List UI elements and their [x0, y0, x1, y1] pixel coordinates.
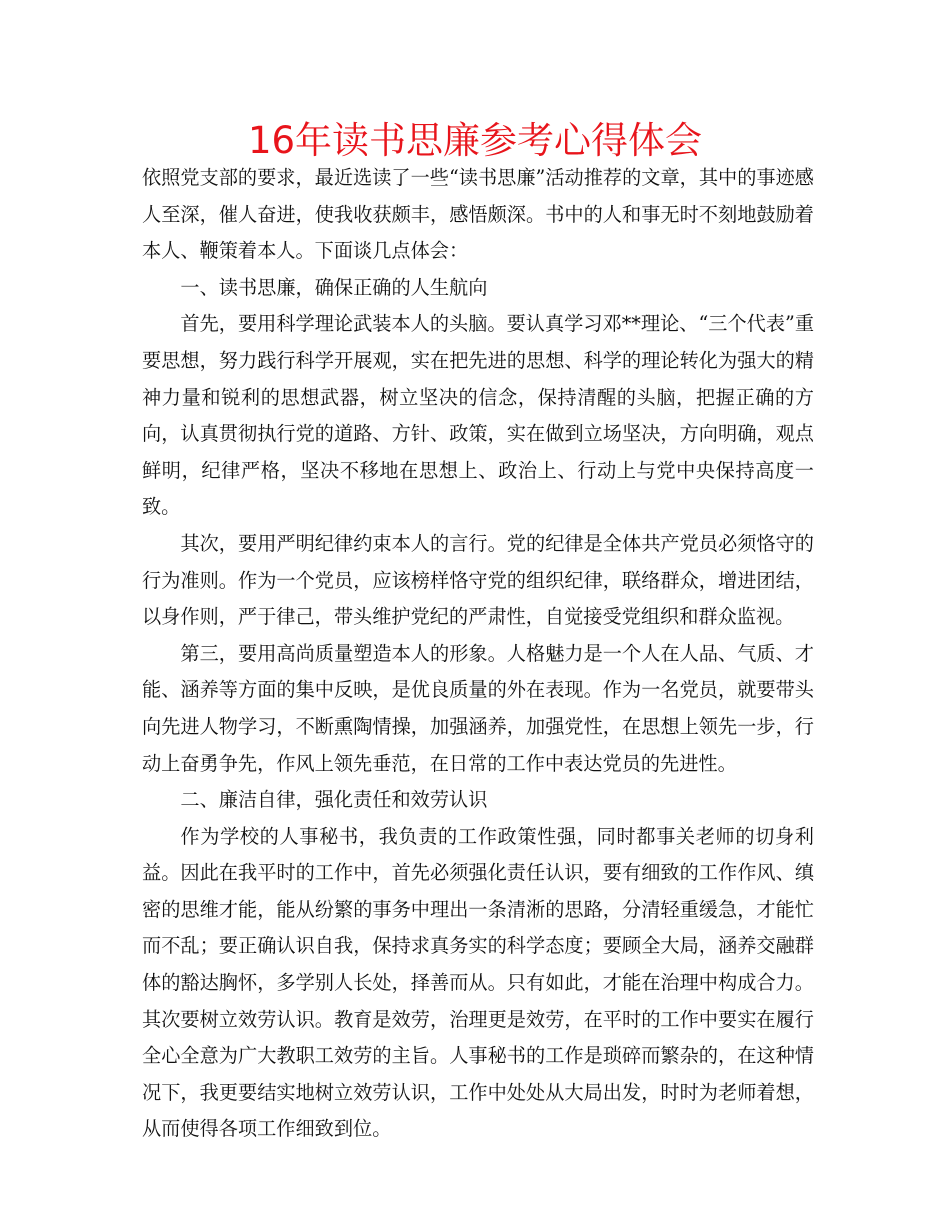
body-paragraph: 其次，要用严明纪律约束本人的言行。党的纪律是全体共产党员必须恪守的行为准则。作为一个党员，应该榜样恪守党的组织纪律，联络群众，增进团结，以身作则，严于律己，带头维护党纪的严肃性，自觉接受党组织和群众监视。: [142, 531, 814, 629]
body-paragraph: 第三，要用高尚质量塑造本人的形象。人格魅力是一个人在人品、气质、才能、涵养等方面的集中反映，是优良质量的外在表现。作为一名党员，就要带头向先进人物学习，不断熏陶情操，加强涵养，加强党性，在思想上领先一步，行动上奋勇争先，作风上领先垂范，在日常的工作中表达党员的先进性。: [142, 641, 814, 775]
section-heading-2: 二、廉洁自律，强化责任和效劳认识: [180, 788, 488, 812]
intro-paragraph: 依照党支部的要求，最近选读了一些“读书思廉”活动推荐的文章，其中的事迹感人至深，催人奋进，使我收获颇丰，感悟颇深。书中的人和事无时不刻地鼓励着本人、鞭策着本人。下面谈几点体会：: [142, 166, 814, 263]
body-paragraph: 首先，要用科学理论武装本人的头脑。要认真学习邓**理论、“三个代表”重要思想，努力践行科学开展观，实在把先进的思想、科学的理论转化为强大的精神力量和锐利的思想武器，树立坚决的信念，保持清醒的头脑，把握正确的方向，认真贯彻执行党的道路、方针、政策，实在做到立场坚决，方向明确，观点鲜明，纪律严格，坚决不移地在思想上、政治上、行动上与党中央保持高度一致。: [142, 312, 815, 519]
section-heading-1: 一、读书思廉，确保正确的人生航向: [180, 275, 488, 299]
body-paragraph: 作为学校的人事秘书，我负责的工作政策性强，同时都事关老师的切身利益。因此在我平时的工作中，首先必须强化责任认识，要有细致的工作作风、缜密的思维才能，能从纷繁的事务中理出一条清淅的思路，分清轻重缓急，才能忙而不乱；要正确认识自我，保持求真务实的科学态度；要顾全大局，涵养交融群体的豁达胸怀，多学别人长处，择善而从。只有如此，才能在治理中构成合力。其次要树立效劳认识。教育是效劳，治理更是效劳，在平时的工作中要实在履行全心全意为广大教职工效劳的主旨。人事秘书的工作是琐碎而繁杂的，在这种情况下，我更要结实地树立效劳认识，工作中处处从大局出发，时时为老师着想，从而使得各项工作细致到位。: [142, 824, 814, 1141]
document-body: [142, 160, 814, 1148]
document-title: 16年读书思廉参考心得体会: [247, 119, 703, 162]
